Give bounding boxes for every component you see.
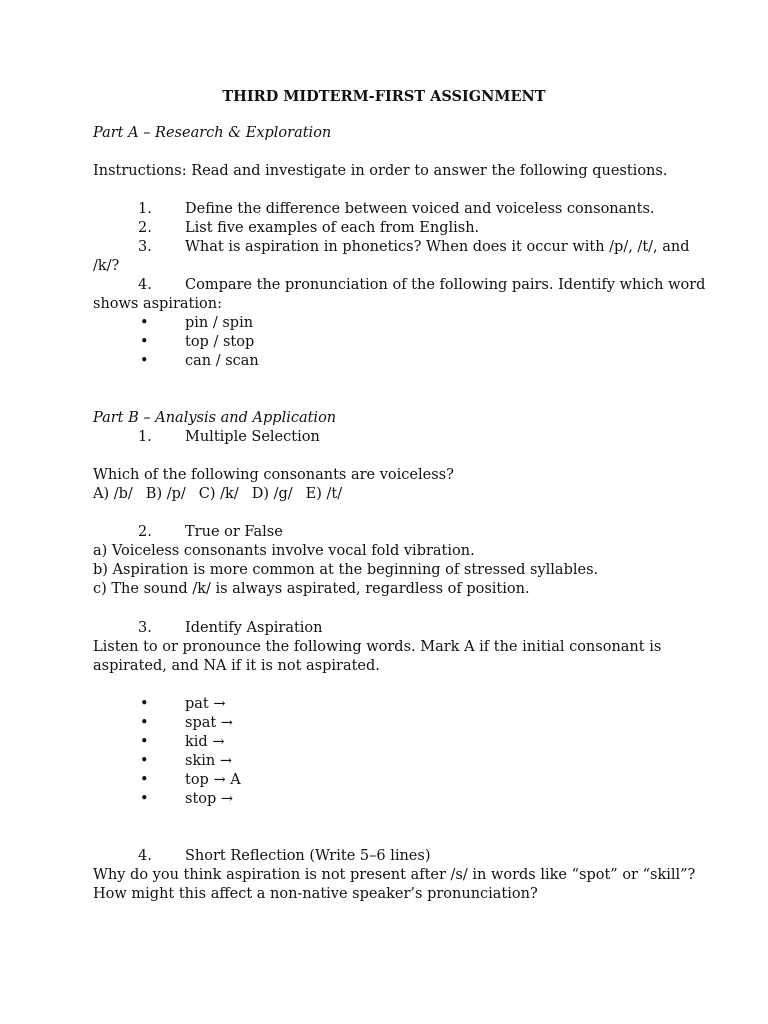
bullet-icon: • xyxy=(140,696,149,712)
section-4-label: Short Reflection (Write 5–6 lines) xyxy=(185,848,431,864)
question-2-text: List five examples of each from English. xyxy=(185,220,480,236)
pair-item: top / stop xyxy=(185,334,255,350)
mcq-option: E) /t/ xyxy=(305,486,343,502)
section-4-number: 4. xyxy=(138,848,152,864)
word-item: skin → xyxy=(185,753,232,769)
question-4-text: Compare the pronunciation of the following pairs. Identify which word xyxy=(185,277,706,293)
mcq-options xyxy=(93,485,696,504)
bullet-icon: • xyxy=(140,315,149,331)
bullet-icon: • xyxy=(140,772,149,788)
bullet-icon: • xyxy=(140,734,149,750)
pair-item: pin / spin xyxy=(185,315,254,331)
question-3-number: 3. xyxy=(138,239,152,255)
section-3-label: Identify Aspiration xyxy=(185,620,323,636)
mcq-option: B) /p/ xyxy=(145,486,186,502)
bullet-icon: • xyxy=(140,791,149,807)
section-4-question: Why do you think aspiration is not present after /s/ in words like “spot” or “skill”? xyxy=(93,867,696,883)
question-3-text: What is aspiration in phonetics? When does it occur with /p/, /t/, and xyxy=(185,239,690,255)
section-3-instructions-cont: aspirated, and NA if it is not aspirated. xyxy=(93,658,380,674)
document-title: THIRD MIDTERM-FIRST ASSIGNMENT xyxy=(222,88,546,105)
section-2-number: 2. xyxy=(138,524,152,540)
word-item: spat → xyxy=(185,715,233,731)
part-a-heading: Part A – Research & Exploration xyxy=(93,125,332,141)
part-a-instructions: Instructions: Read and investigate in order to answer the following questions. xyxy=(93,163,668,179)
question-2-number: 2. xyxy=(138,220,152,236)
mcq-option: A) /b/ xyxy=(93,486,133,502)
question-3-continuation: /k/? xyxy=(93,258,120,274)
section-1-number: 1. xyxy=(138,429,152,445)
section-3-instructions: Listen to or pronounce the following words. Mark A if the initial consonant is xyxy=(93,639,662,655)
true-false-item: c) The sound /k/ is always aspirated, regardless of position. xyxy=(93,581,530,597)
word-item: pat → xyxy=(185,696,226,712)
question-1-number: 1. xyxy=(138,201,152,217)
section-2-label: True or False xyxy=(185,524,283,540)
section-1-label: Multiple Selection xyxy=(185,429,320,445)
true-false-item: b) Aspiration is more common at the beginning of stressed syllables. xyxy=(93,562,599,578)
bullet-icon: • xyxy=(140,353,149,369)
bullet-icon: • xyxy=(140,715,149,731)
word-item: top → A xyxy=(185,772,241,788)
word-item: kid → xyxy=(185,734,225,750)
part-b-heading: Part B – Analysis and Application xyxy=(93,410,337,426)
question-4-continuation: shows aspiration: xyxy=(93,296,222,312)
word-item: stop → xyxy=(185,791,234,807)
mcq-option: D) /g/ xyxy=(251,486,293,502)
pair-item: can / scan xyxy=(185,353,259,369)
section-4-question-cont: How might this affect a non-native speaker’s pronunciation? xyxy=(93,886,538,902)
mcq-question: Which of the following consonants are voiceless? xyxy=(93,467,454,483)
mcq-option: C) /k/ xyxy=(198,486,239,502)
bullet-icon: • xyxy=(140,753,149,769)
question-4-number: 4. xyxy=(138,277,152,293)
section-3-number: 3. xyxy=(138,620,152,636)
bullet-icon: • xyxy=(140,334,149,350)
true-false-item: a) Voiceless consonants involve vocal fold vibration. xyxy=(93,543,475,559)
question-1-text: Define the difference between voiced and voiceless consonants. xyxy=(185,201,655,217)
